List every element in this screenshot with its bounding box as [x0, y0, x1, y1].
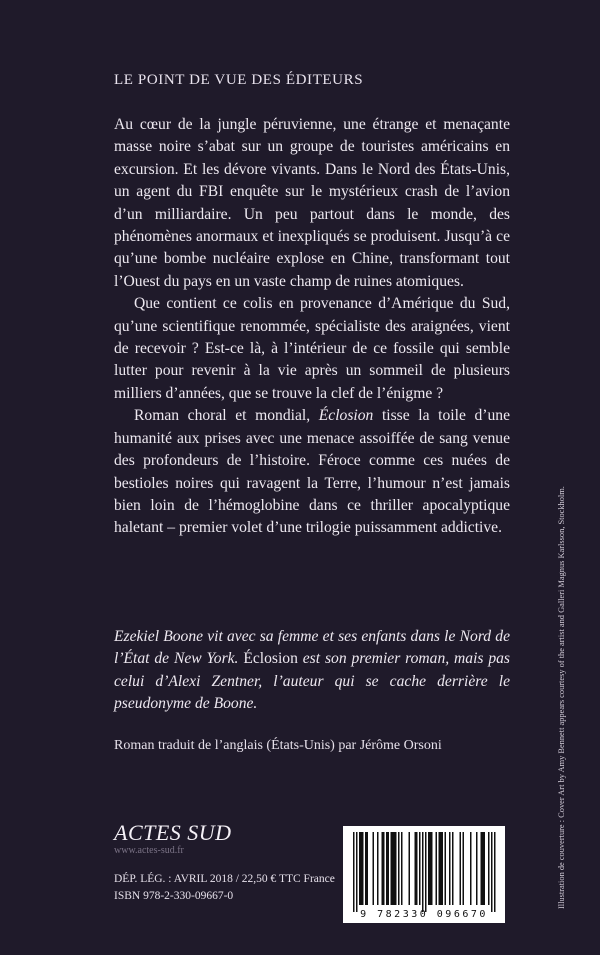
barcode-bar — [416, 832, 418, 905]
barcode-bar — [463, 832, 465, 905]
barcode-bar — [367, 832, 369, 905]
author-note-part-1: Ezekiel Boone vit avec sa femme et ses enfants dans le Nord de l’État de New York. — [114, 628, 510, 668]
barcode-bar — [398, 832, 400, 905]
barcode-bar — [388, 832, 390, 905]
barcode-bar — [481, 832, 483, 905]
barcode-bar — [445, 832, 447, 905]
barcode-bar — [365, 832, 367, 905]
barcode-bar — [419, 832, 421, 905]
barcode-bar — [482, 832, 484, 905]
barcode-bar — [431, 832, 433, 905]
barcode-bar — [494, 832, 496, 912]
barcode-bar — [377, 832, 379, 905]
barcode-bar — [425, 832, 427, 912]
barcode-bar — [395, 832, 397, 905]
book-title: Éclosion — [318, 407, 374, 425]
barcode-bar — [422, 832, 424, 912]
cover-illustration-credit: Illustration de couverture : Cover Art by Amy Bennett appears courtesy of the artist and Galleri Magnus Karlsson, Stockholm. — [557, 486, 566, 909]
barcode-bar — [430, 832, 432, 905]
barcode-bar — [460, 832, 462, 905]
barcode-bar — [415, 832, 417, 905]
blurb-paragraph-2: Que contient ce colis en provenance d’Amérique du Sud, qu’une scientifique renommée, spécialiste des araignées, vient de recevoir ? Est-ce là, à l’intérieur de ce fossile qui semble lutter pour revenir à la vie après un sommeil de plusieurs milliers d’années, que se trouve la clef de l’énigme ? — [114, 295, 510, 402]
barcode-bar — [428, 832, 430, 905]
barcode-bar — [361, 832, 363, 905]
author-note-title: Éclosion — [243, 650, 298, 668]
translator-credit: Roman traduit de l’anglais (États-Unis) par Jérôme Orsoni — [114, 738, 442, 753]
barcode-bar — [442, 832, 444, 905]
barcode-bar — [359, 832, 361, 905]
barcode-bar — [440, 832, 442, 905]
isbn: ISBN 978-2-330-09667-0 — [114, 890, 234, 902]
barcode-bar — [439, 832, 441, 905]
barcode-bar — [382, 832, 384, 905]
barcode-bar — [470, 832, 472, 905]
barcode-bar — [452, 832, 454, 905]
barcode-bar — [488, 832, 490, 905]
blurb-paragraph-3-lead: Roman choral et mondial, — [134, 407, 319, 425]
barcode-bar — [353, 832, 355, 912]
barcode — [343, 826, 505, 923]
barcode-bar — [409, 832, 411, 905]
blurb — [114, 114, 510, 540]
barcode-bar — [491, 832, 493, 912]
barcode-bar — [362, 832, 364, 905]
publisher-website: www.actes-sud.fr — [114, 845, 184, 856]
barcode-bar — [383, 832, 385, 905]
barcode-bar — [391, 832, 393, 905]
blurb-paragraph-3 — [114, 405, 510, 539]
legal-deposit: DÉP. LÉG. : AVRIL 2018 / 22,50 € TTC France — [114, 873, 335, 885]
barcode-bar — [484, 832, 486, 905]
author-note-part-2: est son premier roman, mais pas celui d’Alexi Zentner, l’auteur qui se cache derrière le pseudonyme de Boone. — [114, 650, 510, 713]
publisher-logo: ACTES SUD — [114, 820, 232, 845]
blurb-paragraph-1: Au cœur de la jungle péruvienne, une étrange et menaçante masse noire s’abat sur un groupe de touristes américains en excursion. Et les dévore vivants. Dans le Nord des États-Unis, un agent du FBI enquête sur le mystérieux crash de l’avion d’un milliardaire. Un peu partout dans le monde, des phénomènes anormaux et inexpliqués se produisent. Jusqu’à ce qu’une bombe nucléaire explose en Chine, transformant tout l’Ouest du pays en un vaste champ de ruines atomiques. — [114, 116, 510, 290]
section-heading: LE POINT DE VUE DES ÉDITEURS — [114, 72, 364, 88]
barcode-bar — [392, 832, 394, 905]
barcode-bar — [386, 832, 388, 905]
barcode-bar — [401, 832, 403, 905]
barcode-digits: 9 782330 096670 — [360, 909, 488, 920]
barcode-bar — [436, 832, 438, 905]
barcode-bar — [449, 832, 451, 905]
barcode-bar — [394, 832, 396, 905]
author-note — [114, 626, 510, 716]
barcode-bar — [476, 832, 478, 905]
barcode-bar — [356, 832, 358, 912]
legal-info — [114, 871, 335, 905]
barcode-bar — [373, 832, 375, 905]
blurb-paragraph-3-rest: tisse la toile d’une humanité aux prises avec une menace assoiffée de sang venue des profondeurs de l’histoire. Féroce comme ces nuées de bestioles noires qui ravagent la Terre, l’humour n’est jamais bien loin de l’hémoglobine dans ce thriller apocalyptique haletant – premier volet d’une trilogie puissamment addictive. — [114, 407, 511, 537]
